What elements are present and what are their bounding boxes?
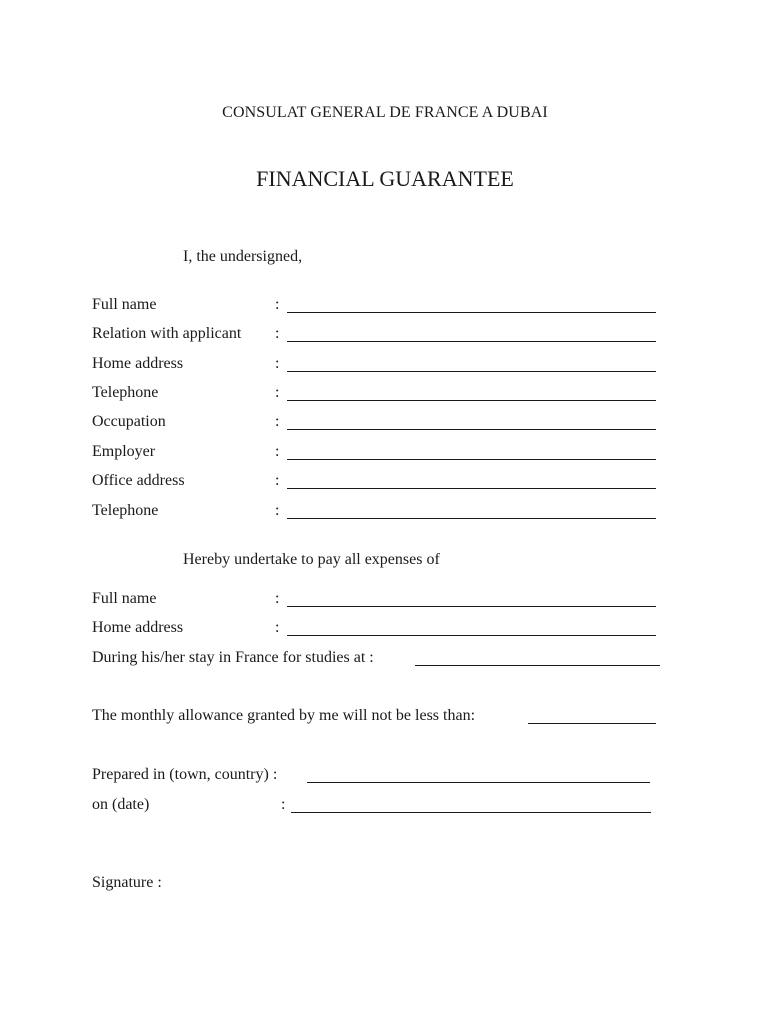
field-colon: : xyxy=(275,619,280,636)
office-address-line[interactable] xyxy=(287,488,656,489)
field-colon: : xyxy=(275,443,280,460)
document-title: FINANCIAL GUARANTEE xyxy=(256,166,514,191)
field-colon: : xyxy=(275,325,280,342)
intro-text: I, the undersigned, xyxy=(183,248,303,265)
field-label-office-telephone: Telephone xyxy=(92,502,159,519)
field-label-home-address: Home address xyxy=(92,355,184,372)
office-telephone-line[interactable] xyxy=(287,518,656,519)
stay-line[interactable] xyxy=(415,665,660,666)
full-name-line[interactable] xyxy=(287,312,656,313)
prepared-line[interactable] xyxy=(307,782,650,783)
field-label-occupation: Occupation xyxy=(92,413,166,430)
field-colon: : xyxy=(275,355,280,372)
stay-label: During his/her stay in France for studies at : xyxy=(92,649,374,666)
field-colon: : xyxy=(275,472,280,489)
date-line[interactable] xyxy=(291,812,651,813)
employer-line[interactable] xyxy=(287,459,656,460)
field-colon: : xyxy=(275,413,280,430)
field-label-beneficiary-address: Home address xyxy=(92,619,184,636)
signature-label: Signature : xyxy=(92,874,162,891)
beneficiary-address-line[interactable] xyxy=(287,635,656,636)
field-label-relation: Relation with applicant xyxy=(92,325,242,342)
telephone-line[interactable] xyxy=(287,400,656,401)
relation-line[interactable] xyxy=(287,341,656,342)
consulate-heading: CONSULAT GENERAL DE FRANCE A DUBAI xyxy=(222,104,548,121)
home-address-line[interactable] xyxy=(287,371,656,372)
field-colon: : xyxy=(275,502,280,519)
field-label-full-name: Full name xyxy=(92,296,157,313)
allowance-line[interactable] xyxy=(528,723,656,724)
field-label-telephone: Telephone xyxy=(92,384,159,401)
beneficiary-name-line[interactable] xyxy=(287,606,656,607)
allowance-label: The monthly allowance granted by me will not be less than: xyxy=(92,707,476,724)
occupation-line[interactable] xyxy=(287,429,656,430)
field-colon: : xyxy=(281,796,286,813)
field-label-office-address: Office address xyxy=(92,472,185,489)
field-colon: : xyxy=(275,384,280,401)
field-colon: : xyxy=(275,296,280,313)
prepared-label: Prepared in (town, country) : xyxy=(92,766,278,783)
date-label: on (date) xyxy=(92,796,150,813)
field-label-beneficiary-name: Full name xyxy=(92,590,157,607)
field-colon: : xyxy=(275,590,280,607)
undertake-text: Hereby undertake to pay all expenses of xyxy=(183,551,440,568)
field-label-employer: Employer xyxy=(92,443,156,460)
